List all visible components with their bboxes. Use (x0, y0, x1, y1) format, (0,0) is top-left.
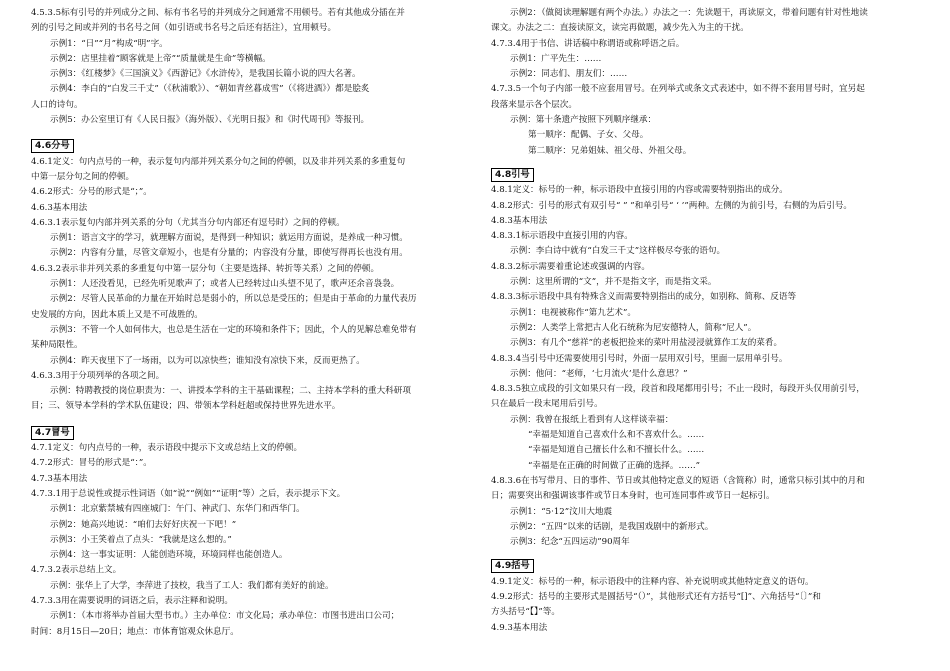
paragraph-line: 史发展的方向，因此本质上又是不可战胜的。 (31, 309, 203, 320)
paragraph-line: 只在最后一段末尾用后引号。 (491, 399, 603, 410)
example-line: 示例2：“五四”以来的话剧，是我国戏剧中的新形式。 (510, 521, 714, 532)
paragraph-line: 4.8.3.2标示需要着重论述或强调的内容。 (491, 261, 650, 272)
example-line: 示例2：尽管人民革命的力量在开始时总是弱小的，所以总是受压的；但是由于革命的力量代表历 (50, 294, 417, 305)
example-line: “幸福是知道自己喜欢什么和不喜欢什么。…… (528, 430, 705, 441)
example-line: 示例3：不管一个人如何伟大，也总是生活在一定的环境和条件下；因此，个人的见解总难免带有 (50, 324, 417, 335)
example-line: 示例1：电视被称作“第九艺术”。 (510, 307, 636, 318)
example-line: 示例：这里所谓的“文”，并不是指文字，而是指文采。 (510, 277, 717, 288)
paragraph-line: 4.7.3.1用于总说性或提示性词语（如“说”“例如”“证明”等）之后，表示提示下文。 (31, 488, 346, 499)
paragraph-line: 某种局限性。 (31, 340, 83, 351)
example-line: 示例4：这一事实证明：人能创造环境，环境同样也能创造人。 (50, 550, 288, 561)
section-spacer (31, 128, 468, 135)
example-line: 示例1：“5·12”汶川大地震 (510, 506, 613, 517)
paragraph-line: 人口的诗句。 (31, 99, 83, 110)
section-heading-row (31, 422, 468, 441)
section-heading: 4.9括号 (491, 559, 534, 573)
example-line: 示例3：纪念“五四运动”90周年 (510, 537, 630, 548)
section-spacer (491, 550, 924, 557)
paragraph-line: 4.9.1定义：标号的一种，标示语段中的注释内容、补充说明或其他特定意义的语句。 (491, 576, 814, 587)
example-line: “幸福是在正确的时间做了正确的选择。……” (528, 460, 701, 471)
paragraph-line: 4.7.3.3用在需要说明的词语之后，表示注释和说明。 (31, 595, 233, 606)
paragraph-line: 课文。办法之二：直接读原文，读完再做题，减少先入为主的干扰。 (491, 23, 749, 34)
paragraph-line: 中第一层分句之间的停顿。 (31, 171, 135, 182)
paragraph-line: 4.6.3基本用法 (31, 202, 88, 213)
paragraph-line: 4.8.3基本用法 (491, 215, 548, 226)
paragraph-line: 4.7.3.5一个句子内部一般不应套用冒号。在列举式或条文式表述中，如不得不套用冒号时，宜另起 (491, 84, 865, 95)
paragraph-line: 目；三、领导本学科的学术队伍建设；四、带领本学科赶超或保持世界先进水平。 (31, 401, 341, 412)
paragraph-line: 4.7.1定义：句内点号的一种，表示语段中提示下文或总结上文的停顿。 (31, 443, 303, 454)
paragraph-line: 4.9.3基本用法 (491, 622, 548, 633)
section-heading-row (31, 135, 468, 154)
example-line: 示例2：店里挂着“顾客就是上帝”“质量就是生命”等横幅。 (50, 53, 271, 64)
example-line: 示例3：小王笑着点了点头：“我就是这么想的。” (50, 534, 232, 545)
paragraph-line: 4.5.3.5标有引号的并列成分之间、标有书名号的并列成分之间通常不用顿号。若有其他成分插在并 (31, 8, 405, 18)
paragraph-line: 段落来显示各个层次。 (491, 99, 577, 110)
example-line: 示例2：人类学上常把古人化石统称为尼安德特人，简称“尼人”。 (510, 322, 757, 333)
paragraph-line: 方头括号“【】”等。 (491, 607, 560, 618)
example-line: 示例2：内容有分量，尽管文章短小，也是有分量的；内容没有分量，即使写得再长也没有用。 (50, 248, 408, 259)
paragraph-line: 列的引号之间或并列的书名号之间（如引语或书名号之后还有括注），宜用顿号。 (31, 23, 337, 34)
example-line: 示例1：北京紫禁城有四座城门：午门、神武门、东华门和西华门。 (50, 504, 305, 515)
section-heading: 4.7冒号 (31, 426, 74, 440)
example-line: 示例3：有几个“慈祥”的老板把捡来的菜叶用盐浸浸就算作工友的菜肴。 (510, 338, 783, 349)
paragraph-line: 4.6.3.2表示非并列关系的多重复句中第一层分句（主要是选择、转折等关系）之间的停顿。 (31, 263, 380, 274)
example-line: 示例：第十条遗产按照下列顺序继承： (510, 115, 657, 126)
paragraph-line: 时间：8月15日—20日；地点：市体育馆观众休息厅。 (31, 626, 239, 637)
example-line: 示例：李白诗中就有“白发三千丈”这样极尽夸张的语句。 (510, 246, 726, 257)
paragraph-line: 4.6.3.1表示复句内部并列关系的分句（尤其当分句内部还有逗号时）之间的停顿。 (31, 217, 345, 228)
right-column (491, 6, 924, 636)
paragraph-line: 4.7.3基本用法 (31, 473, 88, 484)
section-spacer (491, 159, 924, 166)
paragraph-line: 4.8.3.6在书写带月、日的事件、节日或其他特定意义的短语（含简称）时，通常只标引其中的月和 (491, 475, 865, 486)
paragraph-line: 4.6.3.3用于分项列举的各项之间。 (31, 370, 165, 381)
paragraph-line: 4.7.3.4用于书信、讲话稿中称谓语或称呼语之后。 (491, 38, 685, 49)
example-line: 示例4：李白的“白发三千丈”（《秋浦歌》）、“朝如青丝暮成雪”（《将进酒》）都是脍炙 (50, 84, 370, 95)
example-line: 第二顺序：兄弟姐妹、祖父母、外祖父母。 (528, 145, 692, 156)
paragraph-line: 4.8.3.1标示语段中直接引用的内容。 (491, 231, 633, 242)
paragraph-line: 4.8.3.3标示语段中具有特殊含义而需要特别指出的成分，如别称、简称、反语等 (491, 292, 797, 303)
example-line: 示例：我曾在报纸上看到有人这样谈幸福： (510, 414, 674, 425)
example-line: 示例2：她高兴地说：“咱们去好好庆祝一下吧！” (50, 519, 237, 530)
paragraph-line: 4.9.2形式：括号的主要形式是圆括号“（）”，其他形式还有方括号“[]”、六角括号“〔〕”和 (491, 591, 821, 602)
example-line: 示例：张华上了大学，李萍进了技校，我当了工人：我们都有美好的前途。 (50, 580, 334, 591)
example-line: 第一顺序：配偶、子女、父母。 (528, 130, 649, 141)
example-line: 示例：他问：“老师，‘七月流火’是什么意思？” (510, 368, 688, 379)
left-column (31, 6, 468, 640)
section-heading-row (491, 166, 924, 183)
example-line: 示例3：《红楼梦》《三国演义》《西游记》《水浒传》，是我国长篇小说的四大名著。 (50, 69, 361, 80)
example-line: 示例2：（做阅读理解题有两个办法。）办法之一：先读题干，再读原文，带着问题有针对性地读 (510, 8, 868, 18)
paragraph-line: 4.8.1定义：标号的一种，标示语段中直接引用的内容或需要特别指出的成分。 (491, 185, 788, 196)
paragraph-line: 4.6.2形式：分号的形式是“；”。 (31, 187, 152, 198)
paragraph-line: 4.6.1定义：句内点号的一种，表示复句内部并列关系分句之间的停顿，以及非并列关系的多重复句 (31, 156, 406, 167)
example-line: 示例1：语言文字的学习，就理解方面说，是得到一种知识；就运用方面说，是养成一种习惯。 (50, 233, 408, 244)
section-heading-row (491, 557, 924, 574)
paragraph-line: 4.8.3.4当引号中还需要使用引号时，外面一层用双引号，里面一层用单引号。 (491, 353, 788, 364)
example-line: “幸福是知道自己擅长什么和不擅长什么。…… (528, 445, 705, 456)
paragraph-line: 4.8.2形式：引号的形式有双引号“ ” ”和单引号“ ‘ ’”两种。左侧的为前引号，右侧的为后引号。 (491, 200, 853, 211)
paragraph-line: 4.7.2形式：冒号的形式是“：”。 (31, 458, 152, 469)
example-line: 示例1：广平先生：…… (510, 53, 602, 64)
paragraph-line: 日；需要突出和强调该事件或节日本身时，也可连同事件或节日一起标引。 (491, 491, 775, 502)
paragraph-line: 4.8.3.5独立成段的引文如果只有一段，段首和段尾都用引号；不止一段时，每段开头仅用前引号， (491, 384, 865, 395)
example-line: 示例4：昨天夜里下了一场雨，以为可以凉快些；谁知没有凉快下来，反而更热了。 (50, 355, 365, 366)
section-heading: 4.8引号 (491, 168, 534, 182)
example-line: 示例1：“日”“月”构成“明”字。 (50, 38, 168, 49)
example-line: 示例1：人还没看见，已经先听见歌声了；或者人已经转过山头望不见了，歌声还余音袅袅。 (50, 279, 400, 290)
section-spacer (31, 415, 468, 422)
example-line: 示例1：（本市将举办首届大型书市。）主办单位：市文化局；承办单位：市图书进出口公司； (50, 611, 400, 622)
example-line: 示例2：同志们、朋友们：…… (510, 69, 628, 80)
example-line: 示例5：办公室里订有《人民日报》（海外版）、《光明日报》和《时代周刊》等报刊。 (50, 115, 370, 126)
paragraph-line: 4.7.3.2表示总结上文。 (31, 565, 122, 576)
section-heading: 4.6分号 (31, 139, 74, 153)
example-line: 示例：特聘教授的岗位职责为：一、讲授本学科的主干基础课程；二、主持本学科的重大科研项 (50, 386, 411, 397)
